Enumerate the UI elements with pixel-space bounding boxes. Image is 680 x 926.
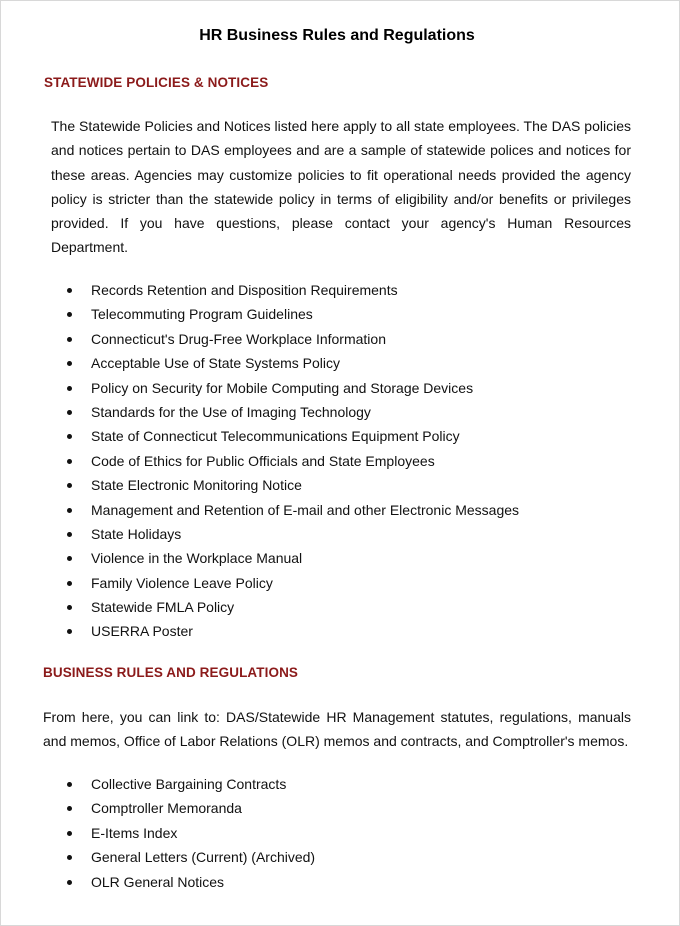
bullet-icon <box>67 629 72 634</box>
bullet-icon <box>67 386 72 391</box>
list-item-label[interactable]: General Letters (Current) (Archived) <box>91 849 316 866</box>
list-item-label[interactable]: Statewide FMLA Policy <box>91 599 235 616</box>
bullet-icon <box>67 880 72 885</box>
list-item-label[interactable]: Acceptable Use of State Systems Policy <box>91 355 340 372</box>
list-item-label[interactable]: Standards for the Use of Imaging Technology <box>91 403 371 420</box>
list-item-label[interactable]: OLR General Notices <box>91 873 225 890</box>
bullet-icon <box>67 288 72 293</box>
bullet-icon <box>67 806 72 811</box>
list-item-label[interactable]: Policy on Security for Mobile Computing and Storage Devices <box>91 379 474 396</box>
bullet-icon <box>67 312 72 317</box>
list-item-label[interactable]: Management and Retention of E-mail and other Electronic Messages <box>91 501 520 518</box>
list-item-label[interactable]: State Holidays <box>91 525 182 542</box>
list-item-label[interactable]: USERRA Poster <box>91 623 193 640</box>
list-item-label[interactable]: Records Retention and Disposition Requirements <box>91 282 398 298</box>
bullet-icon <box>67 782 72 787</box>
bullet-icon <box>67 581 72 586</box>
bullet-icon <box>67 508 72 513</box>
bullet-icon <box>67 556 72 561</box>
list-item-label[interactable]: Family Violence Leave Policy <box>91 574 273 591</box>
bullet-icon <box>67 361 72 366</box>
list-item-label[interactable]: Violence in the Workplace Manual <box>91 550 303 567</box>
section-heading-business-rules: BUSINESS RULES AND REGULATIONS <box>43 665 299 680</box>
list-item-label[interactable]: Collective Bargaining Contracts <box>91 776 287 792</box>
bullet-icon <box>67 410 72 415</box>
statewide-policies-intro: The Statewide Policies and Notices listed here apply to all state employees. The DAS policies and notices pertain to DAS employees and are a sample of statewide polices and notices for these areas. Agencies may customize policies to fit operational needs provided the agency policy is stricter than the statewide policy in terms of eligibility and/or benefits or privileges provided. If you have questions, please contact your agency's Human Resources Department. <box>51 118 631 256</box>
business-rules-intro: From here, you can link to: DAS/Statewide HR Management statutes, regulations, manuals and memos, Office of Labor Relations (OLR) memos and contracts, and Comptroller's memos. <box>43 709 631 750</box>
list-item-label[interactable]: Code of Ethics for Public Officials and State Employees <box>91 452 435 469</box>
list-item-label[interactable]: Comptroller Memoranda <box>91 800 242 817</box>
list-item-label[interactable]: State of Connecticut Telecommunications Equipment Policy <box>91 428 460 445</box>
bullet-icon <box>67 605 72 610</box>
list-item-label[interactable]: Connecticut's Drug-Free Workplace Information <box>91 330 386 347</box>
list-item-label[interactable]: E-Items Index <box>91 824 178 841</box>
list-item-label[interactable]: Telecommuting Program Guidelines <box>91 306 313 323</box>
bullet-icon <box>67 434 72 439</box>
bullet-icon <box>67 831 72 836</box>
document-title: HR Business Rules and Regulations <box>199 27 475 44</box>
bullet-icon <box>67 855 72 860</box>
bullet-icon <box>67 337 72 342</box>
section-heading-statewide-policies: STATEWIDE POLICIES & NOTICES <box>44 75 269 90</box>
list-item-label[interactable]: State Electronic Monitoring Notice <box>91 477 302 494</box>
bullet-icon <box>67 532 72 537</box>
bullet-icon <box>67 459 72 464</box>
bullet-icon <box>67 483 72 488</box>
